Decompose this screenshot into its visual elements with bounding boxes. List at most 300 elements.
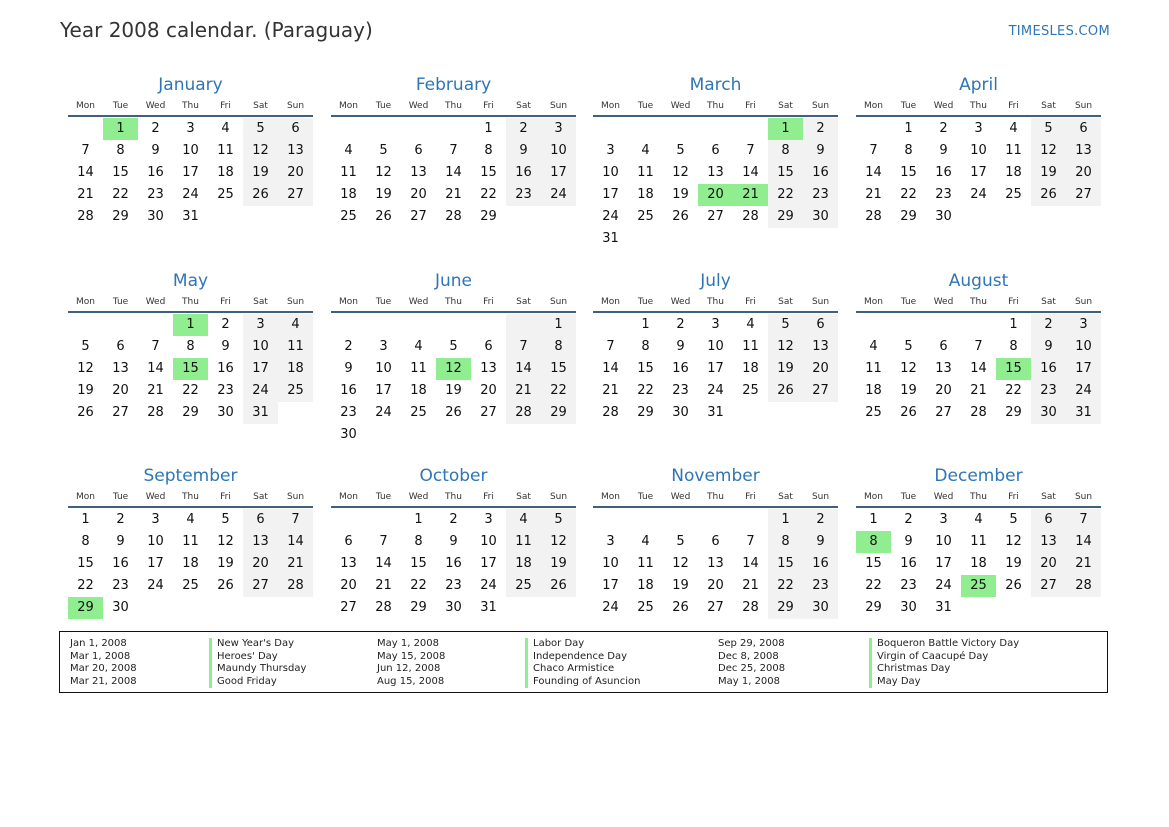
day-cell: 17 <box>480 556 497 571</box>
weekday-header <box>331 99 576 113</box>
day-cell: 31 <box>182 209 199 224</box>
weekday-label: Thu <box>970 101 987 111</box>
weekend-day-cell: 31 <box>1066 402 1101 424</box>
weekend-day-cell: 30 <box>803 597 838 619</box>
day-grid <box>593 118 838 250</box>
day-cell: 12 <box>672 556 689 571</box>
weekday-label: Wed <box>670 101 691 111</box>
day-cell: 12 <box>900 361 917 376</box>
empty-cell <box>593 314 628 336</box>
day-cell: 16 <box>112 556 129 571</box>
day-cell: 10 <box>602 165 619 180</box>
weekday-label: Sun <box>286 297 305 307</box>
weekday-label: Mon <box>864 297 883 307</box>
day-cell: 14 <box>865 165 882 180</box>
weekend-day-cell: 2 <box>1031 314 1066 336</box>
weekend-day-cell: 30 <box>1031 402 1066 424</box>
day-cell: 6 <box>116 339 125 354</box>
weekend-day-cell: 22 <box>768 184 803 206</box>
weekday-label: Tue <box>637 101 654 111</box>
day-cell: 13 <box>707 165 724 180</box>
weekend-day-cell: 23 <box>803 184 838 206</box>
weekend-day-cell: 8 <box>768 531 803 553</box>
day-cell: 21 <box>147 383 164 398</box>
weekend-day-cell: 18 <box>506 553 541 575</box>
weekend-day-cell: 22 <box>541 380 576 402</box>
empty-cell <box>698 509 733 531</box>
weekday-label: Wed <box>145 101 166 111</box>
day-cell: 26 <box>672 600 689 615</box>
day-cell: 15 <box>900 165 917 180</box>
day-cell: 7 <box>379 534 388 549</box>
day-cell: 20 <box>410 187 427 202</box>
month-name: January <box>158 75 223 95</box>
legend-holiday-name: Maundy Thursday <box>209 663 306 676</box>
empty-cell <box>733 118 768 140</box>
header-rule <box>593 311 838 313</box>
weekday-label: Wed <box>145 492 166 502</box>
weekend-day-cell: 7 <box>278 509 313 531</box>
weekday-label: Sun <box>811 101 830 111</box>
legend-date-column <box>718 638 785 688</box>
day-cell: 12 <box>77 361 94 376</box>
day-cell: 14 <box>77 165 94 180</box>
day-cell: 3 <box>606 534 615 549</box>
weekday-label: Thu <box>970 297 987 307</box>
day-cell: 26 <box>217 578 234 593</box>
day-cell: 30 <box>672 405 689 420</box>
weekday-label: Sat <box>253 492 268 502</box>
site-link[interactable]: TIMESLES.COM <box>1008 24 1110 39</box>
weekend-day-cell: 2 <box>803 118 838 140</box>
month-name: July <box>700 271 731 291</box>
empty-cell <box>366 118 401 140</box>
day-cell: 6 <box>711 534 720 549</box>
day-cell: 1 <box>904 121 913 136</box>
day-cell: 17 <box>707 361 724 376</box>
month-september <box>68 465 313 619</box>
weekday-label: Mon <box>864 101 883 111</box>
day-cell: 8 <box>186 339 195 354</box>
month-name: June <box>434 271 473 291</box>
day-cell: 18 <box>970 556 987 571</box>
month-name: November <box>671 466 760 486</box>
day-cell: 18 <box>742 361 759 376</box>
header-rule <box>856 506 1101 508</box>
day-cell: 3 <box>606 143 615 158</box>
day-cell: 16 <box>935 165 952 180</box>
day-cell: 1 <box>641 317 650 332</box>
day-cell: 30 <box>935 209 952 224</box>
day-cell: 25 <box>340 209 357 224</box>
day-cell: 16 <box>147 165 164 180</box>
weekday-label: Sun <box>286 492 305 502</box>
weekday-label: Tue <box>112 101 129 111</box>
month-january <box>68 74 313 228</box>
day-cell: 13 <box>707 556 724 571</box>
weekend-day-cell: 29 <box>768 597 803 619</box>
day-cell: 17 <box>375 383 392 398</box>
day-cell: 3 <box>379 339 388 354</box>
weekday-label: Sat <box>778 101 793 111</box>
weekend-day-cell: 20 <box>803 358 838 380</box>
day-grid <box>593 314 838 424</box>
empty-cell <box>68 118 103 140</box>
weekend-day-cell: 21 <box>506 380 541 402</box>
weekend-day-cell: 4 <box>278 314 313 336</box>
empty-cell <box>593 118 628 140</box>
month-name: May <box>172 271 209 291</box>
weekday-label: Wed <box>933 297 954 307</box>
empty-cell <box>856 314 891 336</box>
day-cell: 19 <box>77 383 94 398</box>
month-august <box>856 270 1101 424</box>
day-cell: 19 <box>672 187 689 202</box>
day-cell: 24 <box>480 578 497 593</box>
weekday-label: Tue <box>375 101 392 111</box>
weekend-day-cell: 27 <box>243 575 278 597</box>
day-cell: 24 <box>970 187 987 202</box>
legend-date-column <box>377 638 445 688</box>
day-cell: 25 <box>410 405 427 420</box>
weekend-day-cell: 1 <box>541 314 576 336</box>
weekday-header <box>856 490 1101 504</box>
weekday-header <box>68 99 313 113</box>
weekend-day-cell: 12 <box>1031 140 1066 162</box>
day-cell: 13 <box>410 165 427 180</box>
month-name: September <box>143 466 238 486</box>
weekend-day-cell: 20 <box>1031 553 1066 575</box>
day-cell: 31 <box>480 600 497 615</box>
holiday-day-cell: 12 <box>436 358 471 380</box>
day-grid <box>331 118 576 228</box>
month-july <box>593 270 838 424</box>
legend-name-column <box>869 638 1019 688</box>
empty-cell <box>856 118 891 140</box>
weekend-day-cell: 20 <box>278 162 313 184</box>
day-cell: 21 <box>970 383 987 398</box>
day-cell: 8 <box>904 143 913 158</box>
day-cell: 10 <box>182 143 199 158</box>
header-rule <box>331 506 576 508</box>
day-cell: 8 <box>641 339 650 354</box>
legend-date: May 1, 2008 <box>718 675 781 687</box>
day-cell: 17 <box>602 578 619 593</box>
weekend-day-cell: 21 <box>278 553 313 575</box>
day-cell: 25 <box>1005 187 1022 202</box>
day-cell: 18 <box>637 578 654 593</box>
weekend-day-cell: 8 <box>541 336 576 358</box>
weekday-header <box>593 295 838 309</box>
legend-name-column <box>525 638 640 688</box>
weekend-day-cell: 2 <box>803 509 838 531</box>
day-cell: 26 <box>672 209 689 224</box>
holiday-day-cell: 15 <box>173 358 208 380</box>
day-cell: 17 <box>970 165 987 180</box>
weekday-label: Sun <box>811 297 830 307</box>
day-cell: 9 <box>904 534 913 549</box>
weekday-label: Mon <box>864 492 883 502</box>
day-cell: 6 <box>939 339 948 354</box>
day-cell: 1 <box>869 512 878 527</box>
day-cell: 18 <box>637 187 654 202</box>
month-name: August <box>948 271 1009 291</box>
legend-date: Mar 21, 2008 <box>70 675 137 687</box>
weekend-day-cell: 27 <box>1031 575 1066 597</box>
day-cell: 3 <box>484 512 493 527</box>
day-cell: 17 <box>602 187 619 202</box>
weekend-day-cell: 18 <box>278 358 313 380</box>
day-cell: 30 <box>112 600 129 615</box>
day-cell: 23 <box>217 383 234 398</box>
holiday-day-cell: 20 <box>698 184 733 206</box>
empty-cell <box>103 314 138 336</box>
weekend-day-cell: 1 <box>768 509 803 531</box>
day-cell: 16 <box>217 361 234 376</box>
month-may <box>68 270 313 424</box>
day-cell: 10 <box>970 143 987 158</box>
day-cell: 18 <box>410 383 427 398</box>
month-december <box>856 465 1101 619</box>
day-cell: 22 <box>865 578 882 593</box>
day-cell: 21 <box>602 383 619 398</box>
day-cell: 22 <box>77 578 94 593</box>
day-cell: 11 <box>970 534 987 549</box>
weekend-day-cell: 21 <box>1066 553 1101 575</box>
weekend-day-cell: 19 <box>541 553 576 575</box>
weekday-label: Tue <box>112 492 129 502</box>
day-cell: 4 <box>1009 121 1018 136</box>
day-cell: 30 <box>217 405 234 420</box>
holiday-day-cell: 25 <box>961 575 996 597</box>
day-cell: 2 <box>151 121 160 136</box>
day-cell: 24 <box>707 383 724 398</box>
day-cell: 2 <box>939 121 948 136</box>
day-cell: 24 <box>602 600 619 615</box>
weekday-label: Wed <box>933 492 954 502</box>
weekday-label: Wed <box>145 297 166 307</box>
weekend-day-cell: 16 <box>803 162 838 184</box>
weekday-label: Sat <box>253 101 268 111</box>
weekend-day-cell: 15 <box>768 162 803 184</box>
day-cell: 13 <box>480 361 497 376</box>
weekday-label: Fri <box>1008 297 1019 307</box>
day-cell: 10 <box>935 534 952 549</box>
weekend-day-cell: 17 <box>243 358 278 380</box>
day-cell: 28 <box>602 405 619 420</box>
day-cell: 13 <box>340 556 357 571</box>
weekday-label: Tue <box>900 297 917 307</box>
day-cell: 9 <box>676 339 685 354</box>
legend-holiday-name: New Year's Day <box>209 638 306 651</box>
weekend-day-cell: 6 <box>243 509 278 531</box>
day-cell: 9 <box>116 534 125 549</box>
empty-cell <box>401 314 436 336</box>
day-cell: 22 <box>1005 383 1022 398</box>
weekend-day-cell: 24 <box>541 184 576 206</box>
day-cell: 8 <box>81 534 90 549</box>
weekday-label: Sun <box>549 297 568 307</box>
day-cell: 5 <box>1009 512 1018 527</box>
day-cell: 24 <box>602 209 619 224</box>
legend-holiday-name: Labor Day <box>525 638 640 651</box>
weekend-day-cell: 26 <box>768 380 803 402</box>
empty-cell <box>628 509 663 531</box>
legend-holiday-name: Boqueron Battle Victory Day <box>869 638 1019 651</box>
weekday-label: Sat <box>1041 492 1056 502</box>
day-cell: 24 <box>375 405 392 420</box>
day-cell: 7 <box>606 339 615 354</box>
weekday-label: Fri <box>220 297 231 307</box>
day-cell: 5 <box>904 339 913 354</box>
day-cell: 23 <box>445 578 462 593</box>
weekday-label: Wed <box>408 297 429 307</box>
empty-cell <box>138 314 173 336</box>
weekday-label: Thu <box>182 101 199 111</box>
day-cell: 17 <box>147 556 164 571</box>
day-cell: 7 <box>81 143 90 158</box>
weekday-label: Sun <box>811 492 830 502</box>
day-cell: 9 <box>151 143 160 158</box>
day-grid <box>593 509 838 619</box>
day-cell: 25 <box>742 383 759 398</box>
weekend-day-cell: 4 <box>506 509 541 531</box>
day-cell: 17 <box>182 165 199 180</box>
weekend-day-cell: 13 <box>803 336 838 358</box>
day-cell: 4 <box>344 143 353 158</box>
weekend-day-cell: 12 <box>768 336 803 358</box>
weekday-label: Fri <box>745 492 756 502</box>
weekday-label: Thu <box>707 492 724 502</box>
day-cell: 20 <box>112 383 129 398</box>
day-cell: 31 <box>707 405 724 420</box>
weekend-day-cell: 27 <box>1066 184 1101 206</box>
weekend-day-cell: 24 <box>243 380 278 402</box>
weekday-label: Fri <box>220 492 231 502</box>
day-cell: 7 <box>746 534 755 549</box>
day-cell: 28 <box>742 209 759 224</box>
day-cell: 30 <box>340 427 357 442</box>
day-cell: 15 <box>112 165 129 180</box>
day-cell: 20 <box>340 578 357 593</box>
weekend-day-cell: 10 <box>243 336 278 358</box>
weekend-day-cell: 26 <box>1031 184 1066 206</box>
day-cell: 9 <box>221 339 230 354</box>
weekend-day-cell: 30 <box>803 206 838 228</box>
weekday-header <box>593 490 838 504</box>
day-cell: 25 <box>637 209 654 224</box>
empty-cell <box>331 314 366 336</box>
day-cell: 29 <box>865 600 882 615</box>
day-cell: 20 <box>707 578 724 593</box>
day-cell: 16 <box>445 556 462 571</box>
day-cell: 21 <box>865 187 882 202</box>
day-cell: 11 <box>637 556 654 571</box>
weekend-day-cell: 6 <box>278 118 313 140</box>
header-rule <box>856 115 1101 117</box>
weekday-label: Wed <box>408 492 429 502</box>
weekday-label: Tue <box>375 492 392 502</box>
day-cell: 27 <box>707 209 724 224</box>
holiday-legend <box>59 631 1108 693</box>
holiday-day-cell: 21 <box>733 184 768 206</box>
weekend-day-cell: 5 <box>541 509 576 531</box>
header-rule <box>331 311 576 313</box>
day-cell: 23 <box>112 578 129 593</box>
day-grid <box>68 509 313 619</box>
day-cell: 27 <box>935 405 952 420</box>
day-cell: 11 <box>742 339 759 354</box>
day-cell: 12 <box>375 165 392 180</box>
weekday-header <box>68 490 313 504</box>
day-cell: 2 <box>344 339 353 354</box>
weekend-day-cell: 9 <box>1031 336 1066 358</box>
day-cell: 1 <box>1009 317 1018 332</box>
weekend-day-cell: 29 <box>541 402 576 424</box>
day-cell: 22 <box>900 187 917 202</box>
day-grid <box>331 314 576 446</box>
legend-date: Mar 1, 2008 <box>70 650 131 662</box>
weekend-day-cell: 5 <box>768 314 803 336</box>
day-cell: 26 <box>1005 578 1022 593</box>
legend-date: Sep 29, 2008 <box>718 638 785 649</box>
page-title: Year 2008 calendar. (Paraguay) <box>60 18 373 42</box>
legend-date: Jun 12, 2008 <box>377 663 441 674</box>
weekend-day-cell: 9 <box>803 531 838 553</box>
day-cell: 1 <box>414 512 423 527</box>
day-cell: 23 <box>340 405 357 420</box>
weekday-label: Sat <box>1041 297 1056 307</box>
day-cell: 28 <box>865 209 882 224</box>
weekend-day-cell: 19 <box>243 162 278 184</box>
day-cell: 21 <box>445 187 462 202</box>
day-cell: 5 <box>449 339 458 354</box>
day-cell: 30 <box>147 209 164 224</box>
day-cell: 21 <box>375 578 392 593</box>
weekend-day-cell: 2 <box>506 118 541 140</box>
day-cell: 25 <box>865 405 882 420</box>
day-cell: 29 <box>112 209 129 224</box>
day-cell: 12 <box>217 534 234 549</box>
day-cell: 13 <box>112 361 129 376</box>
weekend-day-cell: 23 <box>803 575 838 597</box>
empty-cell <box>401 118 436 140</box>
weekend-day-cell: 3 <box>1066 314 1101 336</box>
weekday-label: Sun <box>1074 492 1093 502</box>
weekday-label: Sun <box>1074 101 1093 111</box>
weekday-label: Mon <box>76 101 95 111</box>
day-grid <box>331 509 576 619</box>
day-cell: 15 <box>480 165 497 180</box>
day-cell: 2 <box>676 317 685 332</box>
day-cell: 18 <box>182 556 199 571</box>
day-cell: 16 <box>672 361 689 376</box>
legend-holiday-name: Virgin of Caacupé Day <box>869 651 1019 664</box>
day-cell: 23 <box>900 578 917 593</box>
holiday-day-cell: 1 <box>173 314 208 336</box>
day-cell: 23 <box>935 187 952 202</box>
day-cell: 7 <box>869 143 878 158</box>
day-cell: 3 <box>974 121 983 136</box>
weekday-label: Mon <box>601 101 620 111</box>
legend-holiday-name: May Day <box>869 676 1019 689</box>
day-cell: 3 <box>711 317 720 332</box>
day-cell: 28 <box>375 600 392 615</box>
day-cell: 2 <box>116 512 125 527</box>
weekend-day-cell: 9 <box>803 140 838 162</box>
weekday-label: Sat <box>516 492 531 502</box>
day-cell: 9 <box>449 534 458 549</box>
